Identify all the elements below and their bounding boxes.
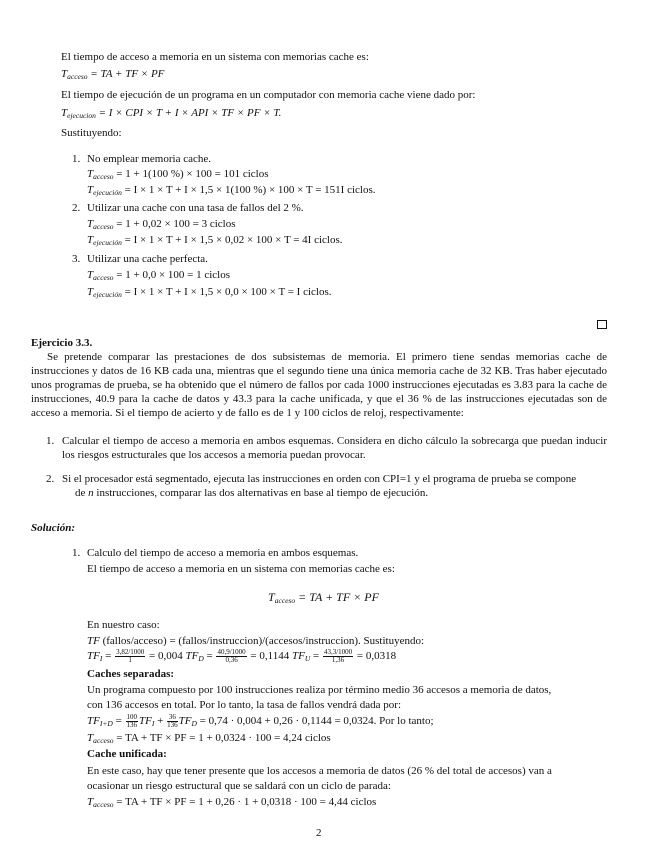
question-2-line-1: Si el procesador está segmentado, ejecuta las instrucciones en orden con CPI=1 y el programa de prueba se compone: [62, 473, 577, 485]
solution-step-1: Calculo del tiempo de acceso a memoria en ambos esquemas.: [87, 547, 359, 559]
list-item-number: 1.: [72, 153, 81, 165]
formula-line: $T_{ejecución} = I \times 1 \times T + I \times 1,5 \times 0,02 \times 100 \times T = 4I$ ciclos.: [87, 234, 343, 247]
list-item-number: 3.: [72, 253, 81, 265]
list-item-number: 2.: [72, 202, 81, 214]
list-item-title: Utilizar una cache con una tasa de fallos del 2 %.: [87, 202, 304, 214]
solution-line: con 136 accesos en total. Por lo tanto, la tasa de fallos vendrá dada por:: [87, 699, 402, 711]
formula-line: $T_{acceso}$ = TA + TF × PF = 1 + 0,26 · 1 + 0,0318 · 100 = 4,44 ciclos: [87, 796, 377, 809]
question-1: Calcular el tiempo de acceso a memoria en ambos esquemas. Considera en dicho cálculo la sobrecarga que puedan inducir los riesgos estructurales que los accesos a memoria puedan provocar.: [62, 435, 607, 461]
exercise-paragraph: Se pretende comparar las prestaciones de dos subsistemas de memoria. El primero tiene sendas memorias cache de instrucciones y datos de 16 KB cada una, mientras que el segundo tiene una única memoria cache de 32 KB. Tras haber ejecutado unos programas de prueba, se ha obtenido que el número de fallos por cada 1000 instrucciones ejecutadas es 3.83 para la cache de instrucciones, 40.9 para la cache de datos y 43.3 para la cache unificada, y que el 36 % de las instrucciones ejecutadas son de acceso a memoria. Si el tiempo de acierto y de fallo es de 1 y 100 ciclos de reloj, respectivamente:: [31, 351, 607, 419]
list-item-title: No emplear memoria cache.: [87, 153, 211, 165]
question-2-line-2: de n instrucciones, comparar las dos alternativas en base al tiempo de ejecución.: [75, 487, 429, 499]
separate-caches-title: Caches separadas:: [87, 668, 175, 680]
formula-line: $T_{acceso}$ = TA + TF × PF = 1 + 0,0324 · 100 = 4,24 ciclos: [87, 732, 331, 745]
formula-line: $T_{ejecución} = I \times 1 \times T + I \times 1,5 \times 1(100$ %) × 100 × T = 151I ciclos.: [87, 184, 376, 197]
list-item-number: 1.: [72, 547, 81, 559]
formula-line: $T_{acceso} = 1 + 1(100$ %) × 100 = 101 ciclos: [87, 168, 269, 181]
formula-line: $T_{acceso} = 1 + 0,0 \times 100 = 1$ ciclos: [87, 269, 231, 282]
question-number: 2.: [46, 473, 55, 485]
solution-line: En nuestro caso:: [87, 619, 160, 631]
formula-line: $TF_{I+D}$ = $\frac{100}{136}$ $TF_I$ + $\frac{36}{136}$ $TF_D = 0,74 \cdot 0,004 + 0,26 \cdot 0,1144 = 0,0324$. Por lo tanto;: [87, 713, 434, 729]
page-number: 2: [316, 827, 322, 839]
solution-title: Solución:: [31, 522, 76, 534]
solution-line: TF (fallos/acceso) = (fallos/instruccion)/(accesos/instruccion). Sustituyendo:: [87, 635, 425, 647]
formula-line: $T_{acceso} = 1 + 0,02 \times 100 = 3$ ciclos: [87, 218, 236, 231]
qed-square-icon: [597, 320, 607, 329]
formula-display: $T_{acceso}$ = TA + TF × PF: [268, 590, 379, 605]
list-item-title: Utilizar una cache perfecta.: [87, 253, 208, 265]
intro-line-2: El tiempo de ejecución de un programa en un computador con memoria cache viene dado por:: [61, 89, 476, 101]
solution-line: Un programa compuesto por 100 instrucciones realiza por término medio 36 accesos a memoria de datos,: [87, 684, 552, 696]
intro-line-3: Sustituyendo:: [61, 127, 122, 139]
question-number: 1.: [46, 435, 55, 447]
exercise-title: Ejercicio 3.3.: [31, 337, 93, 349]
tf-values-line: $TF_I$ = $\frac{3,82/1000}{1}$ = 0,004 $TF_D$ = $\frac{40,9/1000}{0,36}$ = 0,1144 $TF_U$ = $\frac{43,3/1000}{1,36}$ = 0,0318: [87, 648, 397, 664]
formula-execution-time: $T_{ejecucion} = I$ × CPI × T + I × API × TF × PF × T.: [61, 107, 282, 120]
unified-cache-title: Cache unificada:: [87, 748, 167, 760]
solution-line: ocasionar un riesgo estructural que se saldará con un ciclo de parada:: [87, 780, 391, 792]
intro-line-1: El tiempo de acceso a memoria en un sistema con memorias cache es:: [61, 51, 369, 63]
solution-line: En este caso, hay que tener presente que los accesos a memoria de datos (26 % del total de accesos) van a: [87, 765, 552, 777]
solution-line: El tiempo de acceso a memoria en un sistema con memorias cache es:: [87, 563, 395, 575]
formula-access-time: $T_{acceso}$ = TA + TF × PF: [61, 68, 165, 81]
formula-line: $T_{ejecución} = I \times 1 \times T + I \times 1,5 \times 0,0 \times 100 \times T = I$ ciclos.: [87, 286, 332, 299]
